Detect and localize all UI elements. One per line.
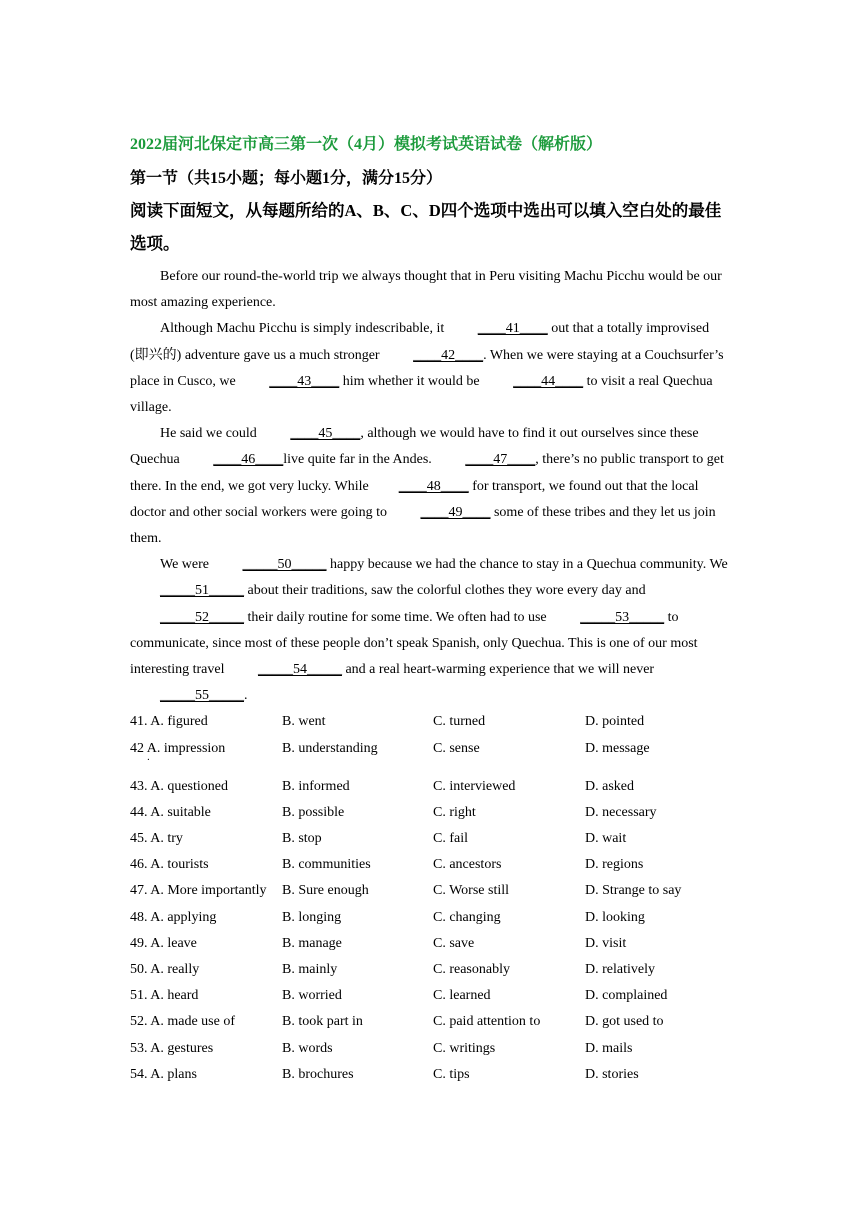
- blank-41: ____41____: [477, 321, 548, 337]
- blank-55: _____55_____: [160, 688, 244, 704]
- option-b: B. took part in: [282, 1014, 363, 1030]
- option-row-43: [130, 774, 730, 800]
- option-d: D. message: [585, 740, 650, 756]
- option-row-48: [130, 905, 730, 931]
- reading-passage: [130, 264, 730, 709]
- option-d: D. stories: [585, 1066, 639, 1082]
- option-a: 42 A. impression: [130, 740, 226, 756]
- option-a: 49. A. leave: [130, 935, 197, 951]
- option-row-45: [130, 826, 730, 852]
- paragraph-3: He said we could ____45____, although we would have to find it out ourselves since these Quechua ____46____live quite far in the Andes. ____47____, there’s no public transport to get there. In the end, we got very lucky. While ____48____ for transport, we found out that the local doctor and other social workers were going to ____49____ some of these tribes and they let us join them.: [130, 421, 730, 552]
- blank-50: _____50_____: [242, 557, 327, 573]
- option-row-53: [130, 1036, 730, 1062]
- option-d: D. necessary: [585, 804, 657, 820]
- option-b: B. longing: [282, 909, 342, 925]
- paragraph-1: Before our round-the-world trip we always thought that in Peru visiting Machu Picchu would be our most amazing experience.: [130, 269, 722, 311]
- option-b: B. words: [282, 1040, 333, 1056]
- option-row-52: [130, 1009, 730, 1035]
- option-a: 51. A. heard: [130, 988, 199, 1004]
- option-b: B. informed: [282, 778, 350, 794]
- blank-44: ____44____: [513, 373, 584, 389]
- option-b: B. stop: [282, 831, 322, 847]
- option-c: C. right: [433, 804, 476, 820]
- option-c: C. save: [433, 935, 475, 951]
- option-a: 52. A. made use of: [130, 1014, 235, 1030]
- paragraph-2: Although Machu Picchu is simply indescribable, it ____41____ out that a totally improvised (即兴的) adventure gave us a much stronger ____42____. When we were staying at a Couchsurfer’s place in Cusco, we ____43____ him whether it would be ____44____ to visit a real Quechua village.: [130, 316, 730, 421]
- option-c: C. ancestors: [433, 857, 502, 873]
- blank-51: _____51_____: [160, 583, 244, 599]
- option-d: D. regions: [585, 857, 644, 873]
- option-row-41: [130, 709, 730, 735]
- option-d: D. wait: [585, 831, 627, 847]
- option-c: C. reasonably: [433, 961, 510, 977]
- option-c: C. sense: [433, 740, 480, 756]
- option-row-51: [130, 983, 730, 1009]
- option-a: 53. A. gestures: [130, 1040, 214, 1056]
- option-a: 47. A. More importantly: [130, 883, 267, 899]
- option-d: D. pointed: [585, 714, 645, 730]
- option-d: D. looking: [585, 909, 645, 925]
- blank-46: ____46____: [213, 452, 284, 468]
- blank-42: ____42____: [413, 347, 484, 363]
- option-d: D. relatively: [585, 961, 655, 977]
- option-row-54: [130, 1062, 730, 1088]
- option-d: D. asked: [585, 778, 634, 794]
- dot-mark: ·: [147, 754, 150, 766]
- option-a: 46. A. tourists: [130, 857, 209, 873]
- option-c: C. writings: [433, 1040, 496, 1056]
- instruction-text: 阅读下面短文，从每题所给的A、B、C、D四个选项中选出可以填入空白处的最佳选项。: [130, 201, 722, 253]
- option-c: C. Worse still: [433, 883, 510, 899]
- option-row-46: [130, 852, 730, 878]
- document-page: [130, 132, 730, 1088]
- option-b: B. manage: [282, 935, 342, 951]
- blank-52: _____52_____: [160, 609, 244, 625]
- option-b: B. went: [282, 714, 326, 730]
- blank-54: _____54_____: [257, 662, 342, 678]
- option-b: B. worried: [282, 988, 342, 1004]
- option-c: C. turned: [433, 714, 486, 730]
- option-a: 41. A. figured: [130, 714, 208, 730]
- option-a: 54. A. plans: [130, 1066, 197, 1082]
- blank-49: ____49____: [420, 504, 491, 520]
- option-b: B. communities: [282, 857, 371, 873]
- document-title: 2022届河北保定市高三第一次（4月）模拟考试英语试卷（解析版）: [130, 136, 603, 153]
- option-a: 43. A. questioned: [130, 778, 228, 794]
- option-a: 45. A. try: [130, 831, 183, 847]
- option-c: C. changing: [433, 909, 501, 925]
- option-c: C. fail: [433, 831, 468, 847]
- paragraph-4: We were _____50_____ happy because we had the chance to stay in a Quechua community. We _____51_____ about their traditions, saw the colorful clothes they wore every day and _____52_____ their daily routine for some time. We often had to use _____53_____ to communicate, since most of these people don’t speak Spanish, only Quechua. This is one of our most interesting travel _____54_____ and a real heart-warming experience that we will never _____55_____.: [130, 552, 730, 709]
- option-b: B. possible: [282, 804, 345, 820]
- option-b: B. Sure enough: [282, 883, 369, 899]
- option-row-44: [130, 800, 730, 826]
- section-heading: 第一节（共15小题；每小题1分，满分15分）: [130, 170, 443, 187]
- option-b: B. mainly: [282, 961, 338, 977]
- option-b: B. understanding: [282, 740, 378, 756]
- blank-48: ____48____: [398, 478, 469, 494]
- option-d: D. complained: [585, 988, 668, 1004]
- option-d: D. got used to: [585, 1014, 664, 1030]
- option-c: C. interviewed: [433, 778, 516, 794]
- option-a: 48. A. applying: [130, 909, 217, 925]
- option-d: D. visit: [585, 935, 627, 951]
- blank-43: ____43____: [269, 373, 340, 389]
- option-d: D. Strange to say: [585, 883, 682, 899]
- answer-options: [130, 709, 730, 1087]
- option-row-47: [130, 878, 730, 904]
- option-a: 50. A. really: [130, 961, 200, 977]
- option-c: C. paid attention to: [433, 1014, 541, 1030]
- option-b: B. brochures: [282, 1066, 354, 1082]
- option-row-49: [130, 931, 730, 957]
- option-c: C. learned: [433, 988, 491, 1004]
- option-a: 44. A. suitable: [130, 804, 211, 820]
- option-c: C. tips: [433, 1066, 470, 1082]
- blank-45: ____45____: [290, 426, 361, 442]
- blank-47: ____47____: [465, 452, 536, 468]
- blank-53: _____53_____: [580, 609, 665, 625]
- option-row-50: [130, 957, 730, 983]
- option-row-42: [130, 736, 730, 774]
- option-d: D. mails: [585, 1040, 633, 1056]
